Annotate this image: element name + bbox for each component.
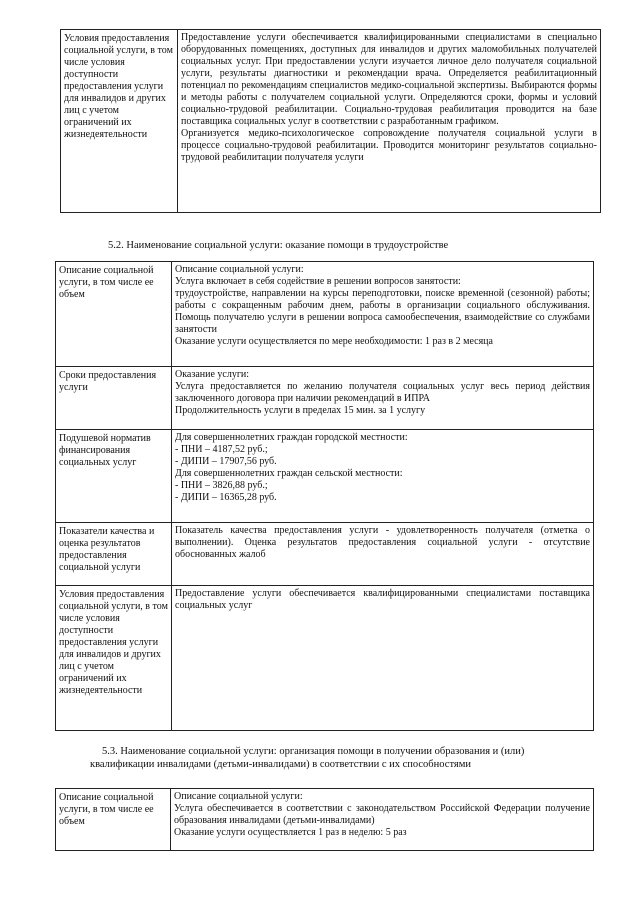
- table-row: [56, 262, 594, 367]
- section-heading-5-3: 5.3. Наименование социальной услуги: организация помощи в получении образования и (или) квалификации инвалидами (детьми-инвалидами) в соответствии с их способностями: [90, 746, 525, 770]
- content-line: Описание социальной услуги:: [175, 264, 304, 275]
- content-line: трудоустройстве, направлении на курсы переподготовки, поиске временной (сезонной) работы; работы с сокращенным рабочим днем, работы в организации социального обслуживания. Помощь получателю услуги в решении вопроса самообеспечения, взаимодействие со службами занятости: [175, 288, 590, 335]
- content-line: Услуга обеспечивается в соответствии с законодательством Российской Федерации получение образования инвалидами (детьми-инвалидами): [174, 803, 590, 826]
- row-label: [56, 523, 172, 586]
- label-text: Сроки предоставления услуги: [59, 370, 157, 393]
- row-content: [172, 430, 594, 523]
- row-label: [56, 430, 172, 523]
- content-line: Предоставление услуги обеспечивается квалифицированными специалистами поставщика социальных услуг: [175, 588, 590, 611]
- content-line: Оказание услуги осуществляется 1 раз в неделю: 5 раз: [174, 827, 407, 838]
- section-heading-5-2: 5.2. Наименование социальной услуги: оказание помощи в трудоустройстве: [108, 240, 449, 251]
- table-row: [56, 430, 594, 523]
- table-section-5-2: [55, 261, 594, 731]
- row-content: [178, 30, 601, 213]
- row-content: [172, 523, 594, 586]
- row-content: [172, 367, 594, 430]
- row-label: [56, 586, 172, 731]
- content-paragraph: Предоставление услуги обеспечивается квалифицированными специалистами в специально оборудованных помещениях, доступных для инвалидов и других маломобильных получателей социальных услуг. При предоставлении услуги изучается личное дело получателя социальной услуги, результаты диагностики и рекомендации врача. Определяется реабилитационный потенциал по рекомендациям специалистов медико-социальной экспертизы. Выбираются формы и методы работы с получателем социальной услуги. Определяются сроки, формы и условий социально-трудовой реабилитации. Социально-трудовая реабилитация проводится на базе поставщика социальных услуг в соответствии с разработанным графиком.: [181, 32, 597, 127]
- content-line: - ДИПИ – 16365,28 руб.: [175, 492, 277, 503]
- table-row: [61, 30, 601, 213]
- content-line: Услуга включает в себя содействие в решении вопросов занятости:: [175, 276, 461, 287]
- content-line: Продолжительность услуги в пределах 15 мин. за 1 услугу: [175, 405, 426, 416]
- row-content: [172, 586, 594, 731]
- table-row: [56, 523, 594, 586]
- row-label: [56, 789, 171, 851]
- label-text: Условия предоставления социальной услуги, в том числе условия доступности предоставления услуги для инвалидов и других лиц с учетом ограничений их жизнедеятельности: [59, 589, 168, 696]
- content-line: Для совершеннолетних граждан городской местности:: [175, 432, 408, 443]
- table-conditions-continued: [60, 29, 601, 213]
- label-text: Показатели качества и оценка результатов предоставления социальной услуги: [59, 526, 155, 573]
- content-line: Для совершеннолетних граждан сельской местности:: [175, 468, 403, 479]
- row-content: [171, 789, 594, 851]
- row-label: [56, 367, 172, 430]
- table-row: [56, 789, 594, 851]
- content-line: Описание социальной услуги:: [174, 791, 303, 802]
- label-text: Описание социальной услуги, в том числе ее объем: [59, 265, 154, 300]
- content-line: - ПНИ – 3826,88 руб.;: [175, 480, 268, 491]
- content-line: Показатель качества предоставления услуги - удовлетворенность получателя (отметка о выполнении). Оценка результатов предоставления социальной услуги - отсутствие обоснованных жалоб: [175, 525, 590, 560]
- label-text: Подушевой норматив финансирования социальных услуг: [59, 433, 151, 468]
- content-line: - ПНИ – 4187,52 руб.;: [175, 444, 268, 455]
- table-section-5-3: [55, 788, 594, 851]
- content-line: Оказание услуги:: [175, 369, 250, 380]
- row-label: [61, 30, 178, 213]
- label-text: Описание социальной услуги, в том числе ее объем: [59, 792, 154, 827]
- content-paragraph: Организуется медико-психологическое сопровождение получателя социальной услуги в процессе социально-трудовой реабилитации. Проводится мониторинг результатов социально-трудовой реабилитации получателя услуги: [181, 128, 597, 163]
- content-line: Оказание услуги осуществляется по мере необходимости: 1 раз в 2 месяца: [175, 336, 493, 347]
- table-row: [56, 586, 594, 731]
- row-label: [56, 262, 172, 367]
- label-text: Условия предоставления социальной услуги, в том числе условия доступности предоставления услуги для инвалидов и других лиц с учетом ограничений их жизнедеятельности: [64, 33, 173, 140]
- row-content: [172, 262, 594, 367]
- content-line: Услуга предоставляется по желанию получателя социальных услуг весь период действия заключенного договора при наличии рекомендаций в ИПРА: [175, 381, 590, 404]
- table-row: [56, 367, 594, 430]
- content-line: - ДИПИ – 17907,56 руб.: [175, 456, 277, 467]
